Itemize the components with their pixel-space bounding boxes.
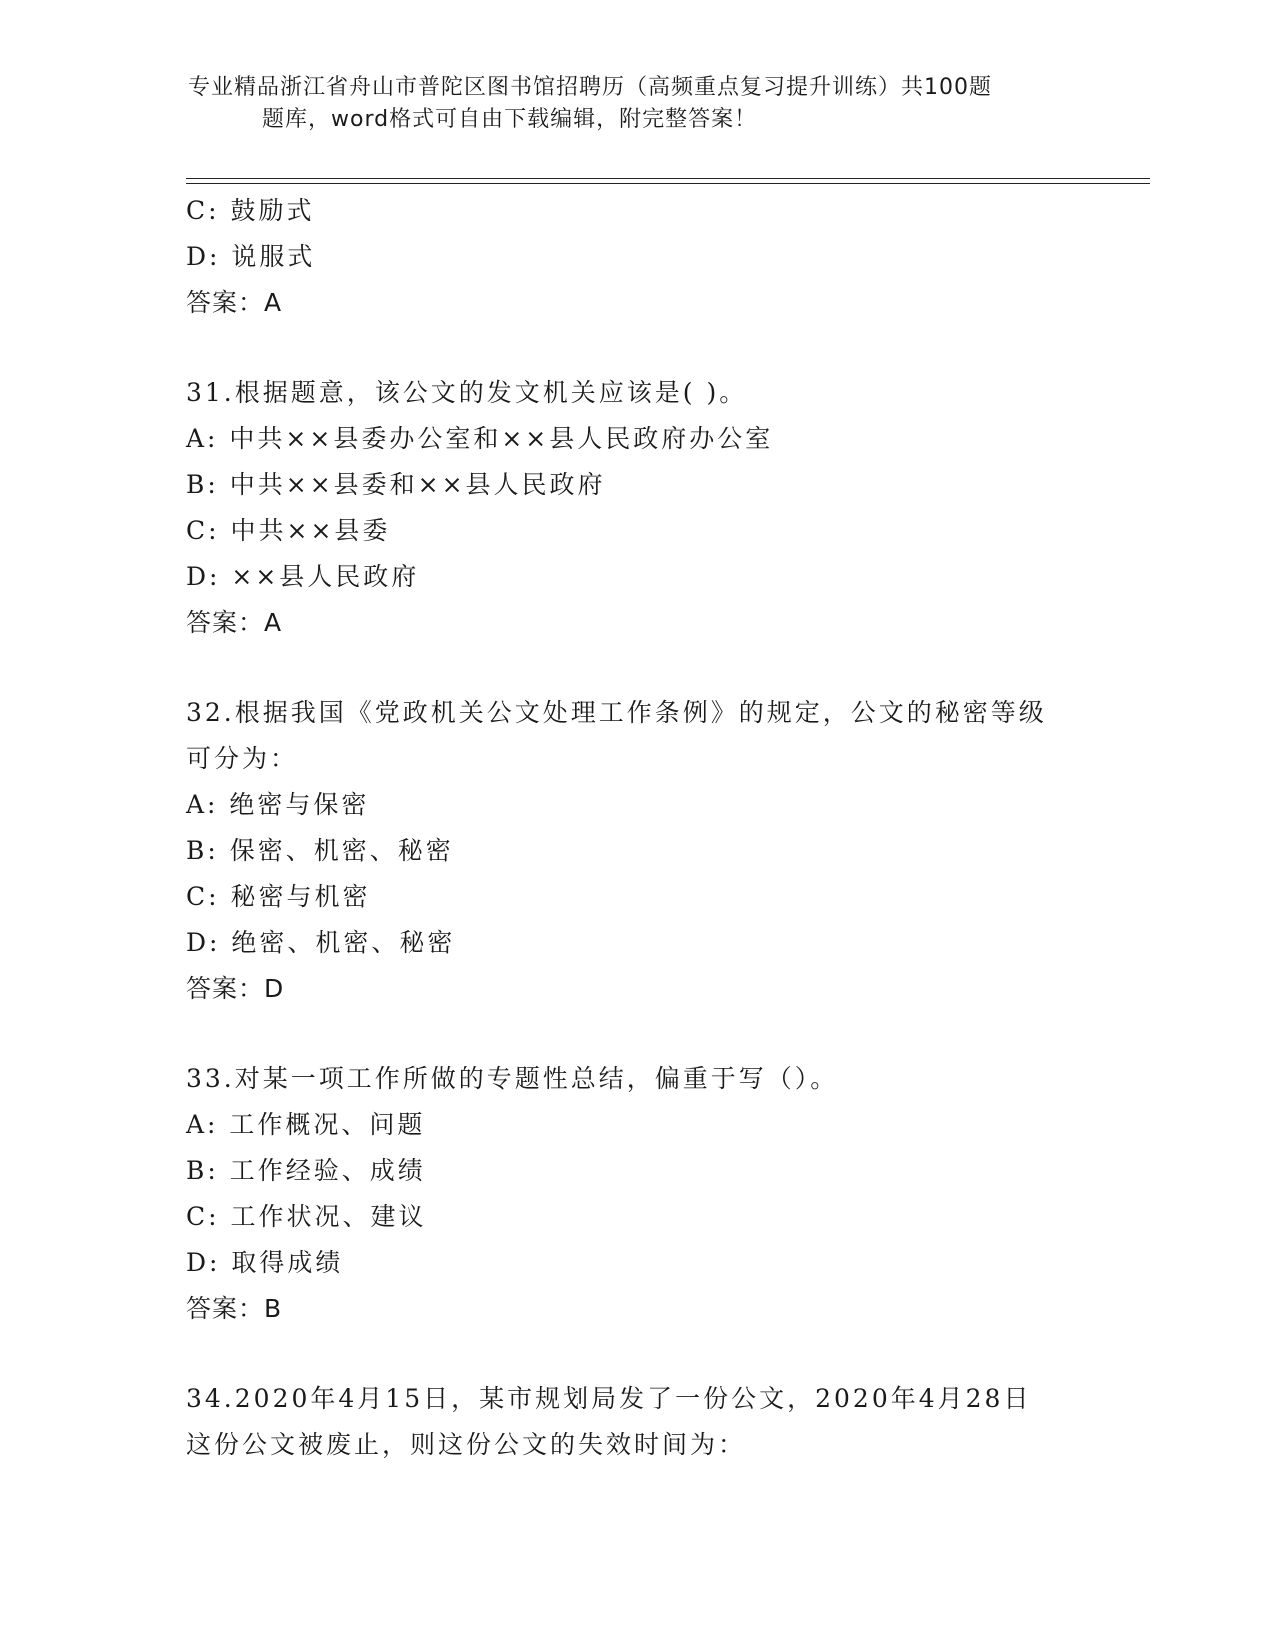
option-b: B: 工作经验、成绩	[186, 1156, 426, 1185]
document-header	[188, 72, 1088, 136]
header-divider-bottom	[186, 183, 1150, 184]
option-d: D: ××县人民政府	[186, 562, 420, 591]
question-30-tail	[186, 188, 1086, 326]
question-34	[186, 1376, 1086, 1468]
spacer	[186, 326, 1086, 370]
option-d: D: 取得成绩	[186, 1248, 344, 1277]
answer: 答案：A	[186, 288, 283, 317]
question-32	[186, 690, 1086, 1012]
option-c: C: 工作状况、建议	[186, 1202, 427, 1231]
spacer	[186, 646, 1086, 690]
option-c: C: 秘密与机密	[186, 882, 371, 911]
option-a: A: 绝密与保密	[186, 790, 370, 819]
option-a: A: 中共××县委办公室和××县人民政府办公室	[186, 424, 774, 453]
option-b: B: 保密、机密、秘密	[186, 836, 454, 865]
option-b: B: 中共××县委和××县人民政府	[186, 470, 606, 499]
question-stem-line1: 32.根据我国《党政机关公文处理工作条例》的规定，公文的秘密等级	[186, 698, 1047, 727]
header-title-line2: 题库，word格式可自由下载编辑，附完整答案！	[262, 107, 758, 132]
question-stem-line2: 这份公文被废止，则这份公文的失效时间为：	[186, 1430, 747, 1459]
question-stem: 31.根据题意，该公文的发文机关应该是( )。	[186, 378, 748, 407]
question-33	[186, 1056, 1086, 1332]
option-d: D: 绝密、机密、秘密	[186, 928, 456, 957]
header-title-line1: 专业精品浙江省舟山市普陀区图书馆招聘历（高频重点复习提升训练）共100题	[188, 75, 992, 100]
answer: 答案：B	[186, 1294, 283, 1323]
answer: 答案：D	[186, 974, 285, 1003]
option-c: C: 鼓励式	[186, 196, 315, 225]
question-stem-line1: 34.2020年4月15日，某市规划局发了一份公文，2020年4月28日	[186, 1384, 1032, 1413]
question-stem: 33.对某一项工作所做的专题性总结，偏重于写（）。	[186, 1064, 839, 1093]
question-list	[186, 188, 1086, 1468]
spacer	[186, 1332, 1086, 1376]
header-divider-top	[186, 178, 1150, 179]
answer: 答案：A	[186, 608, 283, 637]
question-stem-line2: 可分为：	[186, 744, 299, 773]
option-c: C: 中共××县委	[186, 516, 391, 545]
option-a: A: 工作概况、问题	[186, 1110, 426, 1139]
option-d: D: 说服式	[186, 242, 316, 271]
question-31	[186, 370, 1086, 646]
spacer	[186, 1012, 1086, 1056]
